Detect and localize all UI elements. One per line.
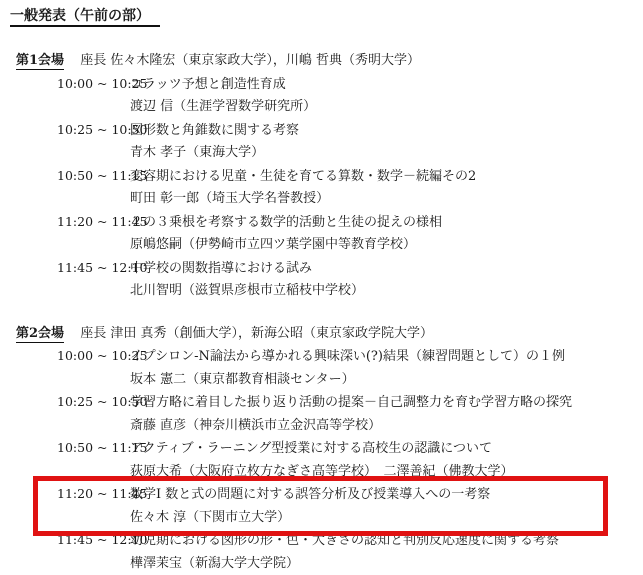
page-title-text: 一般発表（午前の部） — [10, 8, 160, 27]
venue-label: 第2会場 — [16, 326, 64, 343]
talk-presenter: 斎藤 直彦（神奈川横浜市立金沢高等学校） — [130, 415, 643, 438]
talk-title: 中学校の関数指導における試み — [130, 258, 312, 281]
talk-time: 11:45 ~ 12:10 — [57, 529, 130, 552]
talk-title: 数学Ⅰ 数と式の問題に対する誤答分析及び授業導入への一考察 — [130, 484, 490, 507]
talk-title: ２の３乗根を考察する数学的活動と生徒の捉えの様相 — [130, 212, 442, 235]
talk-presenter: 町田 彰一郎（埼玉大学名誉教授） — [130, 188, 643, 211]
talk-presenter: 青木 孝子（東海大学） — [130, 142, 643, 165]
talk-row — [57, 119, 643, 165]
talk-presenter: 樺澤茉宝（新潟大学大学院） — [130, 553, 643, 575]
venue-label: 第1会場 — [16, 53, 64, 70]
talk-row — [57, 165, 643, 211]
talk-title: 幼児期における図形の形・色・大きさの認知と判別反応速度に関する考察 — [130, 530, 559, 553]
talk-time: 11:20 ~ 11:45 — [57, 211, 130, 234]
talk-presenter: 北川智明（滋賀県彦根市立稲枝中学校） — [130, 280, 643, 303]
page-title — [10, 6, 643, 26]
talk-time: 11:20 ~ 11:45 — [57, 483, 130, 506]
talk-title: 学習方略に着目した振り返り活動の提案－自己調整力を育む学習方略の探究 — [130, 392, 572, 415]
talk-title: イプシロン-N論法から導かれる興味深い(?)結果（練習問題として）の１例 — [130, 346, 565, 369]
talk-presenter: 渡辺 信（生涯学習数学研究所） — [130, 96, 643, 119]
talk-title: 変容期における児童・生徒を育てる算数・数学－続編その2 — [130, 166, 476, 189]
session-1-header — [16, 50, 643, 73]
talk-row-highlighted — [33, 476, 608, 536]
talk-row — [57, 345, 643, 391]
talk-time: 11:45 ~ 12:10 — [57, 257, 130, 280]
talk-presenter: 荻原大希（大阪府立枚方なぎさ高等学校） 二澤善紀（佛教大学） — [130, 461, 643, 484]
talk-time: 10:00 ~ 10:25 — [57, 345, 130, 368]
talk-time: 10:25 ~ 10:50 — [57, 391, 130, 414]
talk-time: 10:50 ~ 11:15 — [57, 165, 130, 188]
session-1 — [10, 50, 643, 303]
talk-row — [57, 257, 643, 303]
chair-label: 座長 佐々木隆宏（東京家政大学），川嶋 哲典（秀明大学） — [80, 53, 420, 68]
talk-presenter: 原嶋悠嗣（伊勢崎市立四ツ葉学園中等教育学校） — [130, 234, 643, 257]
talk-title: アクティブ・ラーニング型授業に対する高校生の認識について — [130, 438, 492, 461]
talk-presenter: 坂本 憲二（東京都教育相談センター） — [130, 369, 643, 392]
talk-presenter: 佐々木 淳（下関市立大学） — [130, 507, 603, 530]
talk-title: 図形数と角錐数に関する考察 — [130, 120, 299, 143]
talk-row — [57, 211, 643, 257]
session-2-header — [16, 323, 643, 346]
talk-row — [57, 73, 643, 119]
session-2 — [10, 323, 643, 575]
talk-time: 10:00 ~ 10:25 — [57, 73, 130, 96]
chair-label: 座長 津田 真秀（創価大学），新海公昭（東京家政学院大学） — [80, 326, 433, 341]
talk-time: 10:25 ~ 10:50 — [57, 119, 130, 142]
talk-row — [57, 391, 643, 437]
talk-time: 10:50 ~ 11:15 — [57, 437, 130, 460]
talk-title: コラッツ予想と創造性育成 — [130, 74, 286, 97]
